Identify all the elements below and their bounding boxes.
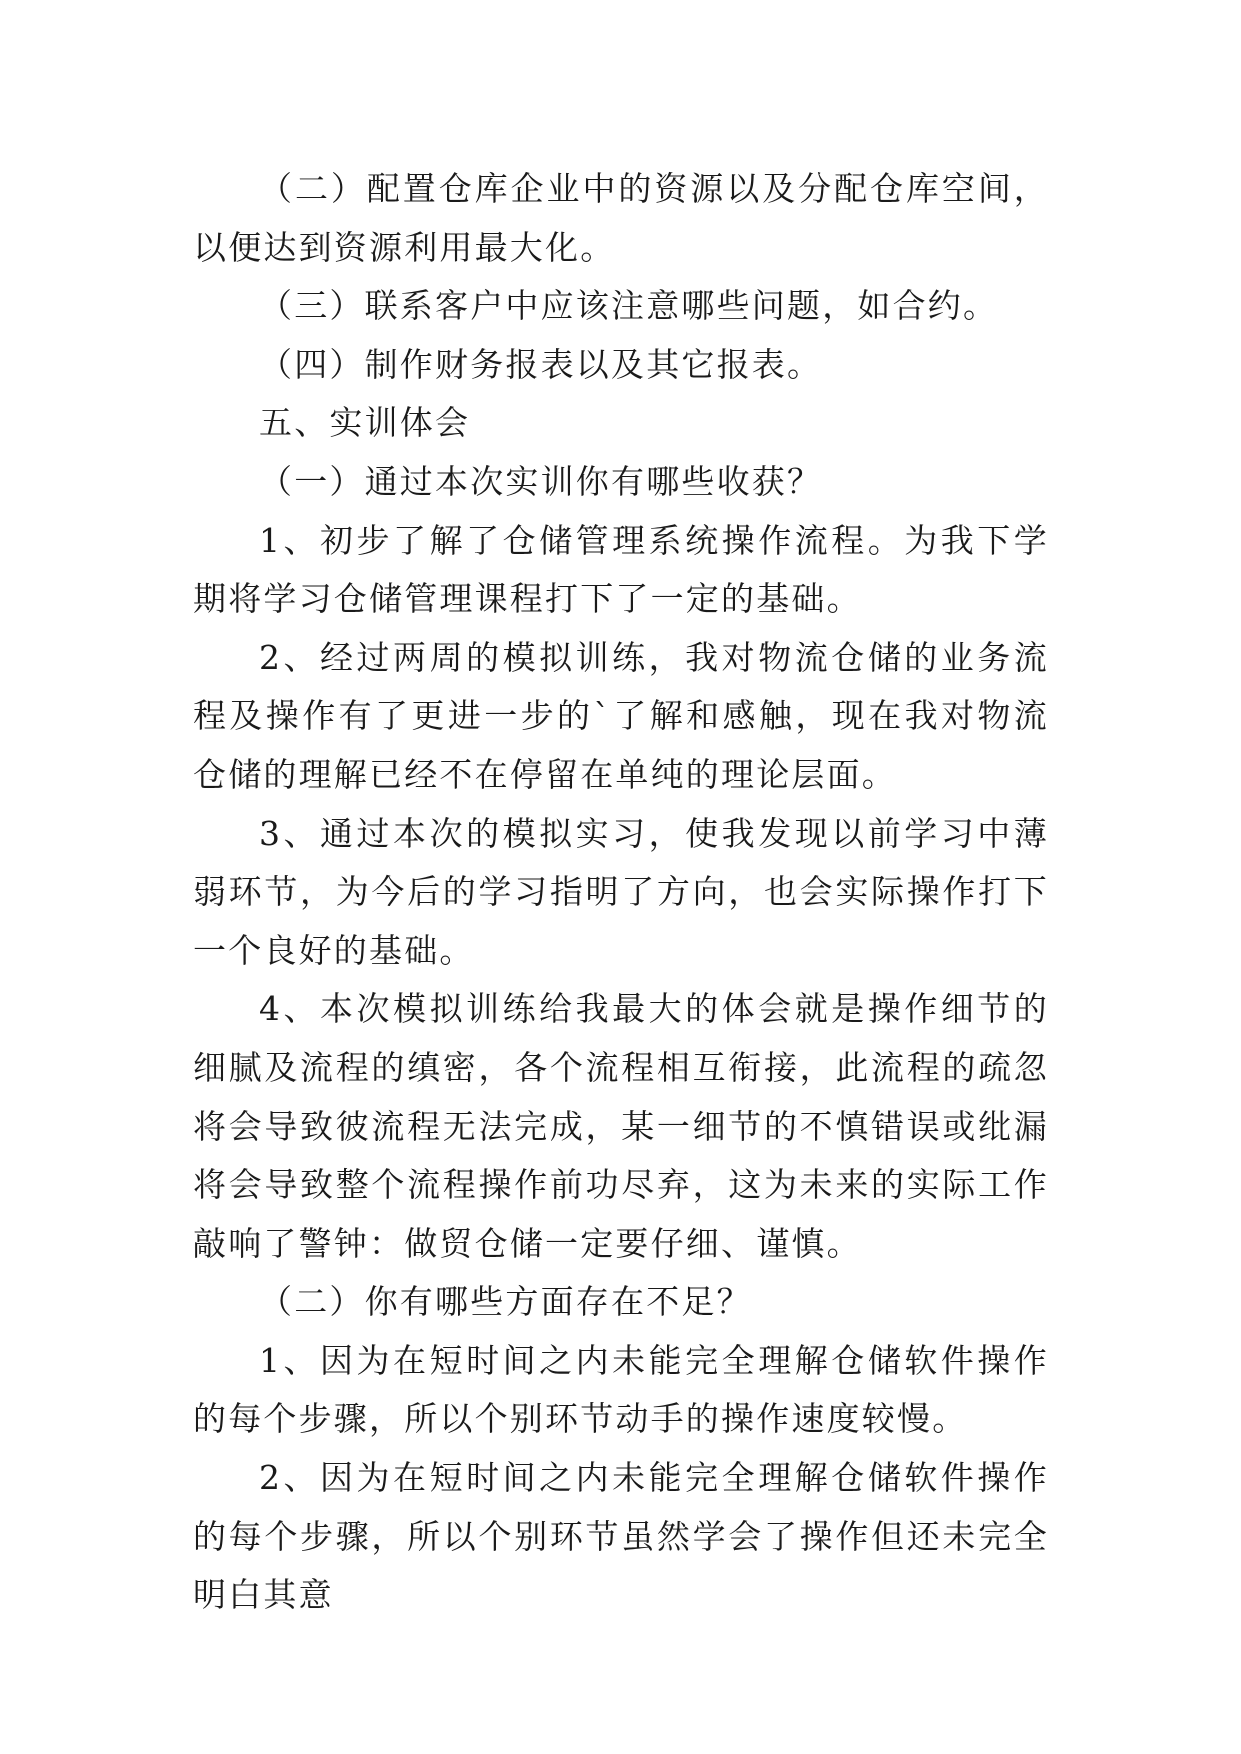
paragraph-config-resources: （二）配置仓库企业中的资源以及分配仓库空间，以便达到资源利用最大化。 (193, 169, 1049, 267)
paragraph-shortcoming-2: 2、因为在短时间之内未能完全理解仓储软件操作的每个步骤，所以个别环节虽然学会了操作但还未完全明白其意 (193, 1458, 1049, 1615)
paragraph-gain-3: 3、通过本次的模拟实习，使我发现以前学习中薄弱环节，为今后的学习指明了方向，也会实际操作打下一个良好的基础。 (193, 813, 1049, 970)
paragraph-gain-2: 2、经过两周的模拟训练，我对物流仓储的业务流程及操作有了更进一步的`了解和感触，现在我对物流仓储的理解已经不在停留在单纯的理论层面。 (193, 637, 1049, 794)
paragraph-contact-clients: （三）联系客户中应该注意哪些问题，如合约。 (259, 286, 999, 326)
document-body (193, 160, 1049, 1625)
subheading-shortcomings: （二）你有哪些方面存在不足？ (259, 1282, 752, 1322)
subheading-gains: （一）通过本次实训你有哪些收获？ (259, 461, 823, 501)
paragraph-shortcoming-1: 1、因为在短时间之内未能完全理解仓储软件操作的每个步骤，所以个别环节动手的操作速度较慢。 (193, 1340, 1049, 1439)
section-heading-training-experience: 五、实训体会 (259, 403, 471, 443)
paragraph-gain-1: 1、初步了解了仓储管理系统操作流程。为我下学期将学习仓储管理课程打下了一定的基础。 (193, 520, 1049, 619)
paragraph-gain-4: 4、本次模拟训练给我最大的体会就是操作细节的细腻及流程的缜密，各个流程相互衔接，此流程的疏忽将会导致彼流程无法完成，某一细节的不慎错误或纰漏将会导致整个流程操作前功尽弃，这为未来的实际工作敲响了警钟：做贸仓储一定要仔细、谨慎。 (193, 989, 1049, 1263)
paragraph-financial-reports: （四）制作财务报表以及其它报表。 (259, 344, 823, 384)
